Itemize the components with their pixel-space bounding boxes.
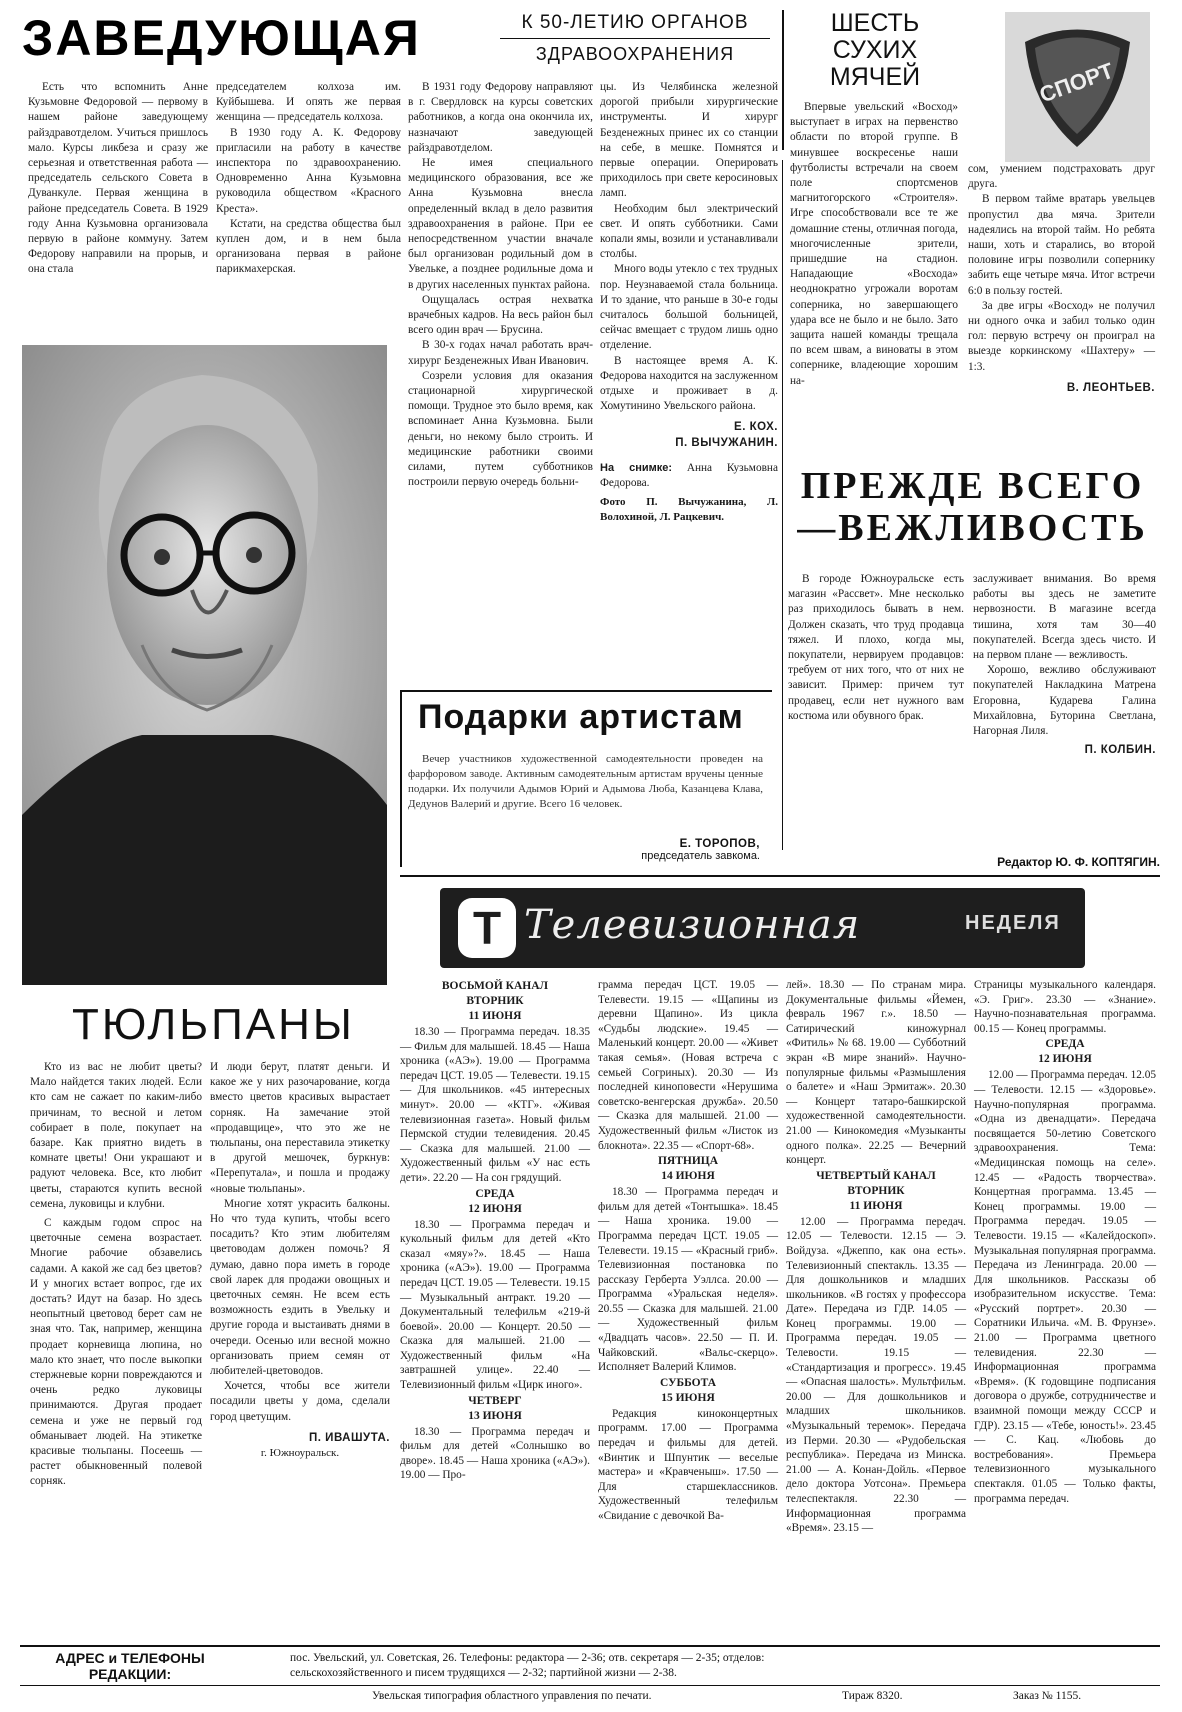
footer-address-label2: РЕДАКЦИИ: [88,1666,172,1682]
article-col1 [28,80,208,278]
footer-address-label [30,1650,230,1682]
politeness-col2-p2: Хорошо, вежливо обслуживают покупателей Накладкина Матрена Егоровна, Кударева Галина Михайловна, Буторина Светлана, Нагорная Лиля. [973,664,1156,738]
article-sign2: П. ВЫЧУЖАНИН. [675,436,778,449]
tv-col2-head4: 15 ИЮНЯ [661,1391,715,1404]
anniversary-underline [500,38,770,39]
tv-col4-text2: 12.00 — Программа передач. 12.05 — Телевости. 12.15 — «Здоровье». Научно-популярная программа. «Одна из двенадцати». Передача посвящается 50-летию Советского здравоохранения. Тема: «Медицинская помощь на селе». 12.45 — «Радость творчества». Концертная программа. 13.45 — Конец программы. 19.00 — Программа передач. 19.05 — Телевости. 19.15 — «Калейдоскоп». Музыкальная популярная программа. Передача из Ленинграда. 20.00 — Для школьников. Рассказы об изобразительном искусстве. Тема: «Русский портрет». 20.30 — Соратники Ильича. «М. В. Фрунзе». 21.00 — Программа цветного телевидения. 22.30 — Информационная программа «Время». (К годовщине подписания договора о дружбе, сотрудничестве и взаимной помощи между СССР и ГДР). 23.15 — «Тебе, юность!». 23.45 — С. Кац. «Любовь до востребования». Премьера телевизионного музыкального спектакля. 01.05 — Только факты, программа передач. [974,1069,1156,1505]
footer-address-line2: сельскохозяйственного и писем трудящихся — 2-32; партийной жизни — 2-38. [290,1667,677,1679]
tv-col2 [598,978,778,1524]
politeness-col2 [973,572,1156,758]
tv-col2-text1: грамма передач ЦСТ. 19.05 — Телевести. 19.15 — «Щапины из деревни Щапино». Из цикла «Судьбы людские». 19.45 — Маленький концерт. 20.00 — «Живет такая семья». (Новая встреча с семьей Согриных). 20.30 — Из последней киноповести «Нерушима советско-венгерская дружба». 20.50 — Сказка для малышей. 21.00 — Художественный фильм «Листок из блокнота». 22.35 — «Спорт-68». [598,979,778,1152]
gifts-sign-role: председатель завкома. [641,850,760,862]
gifts-text-body: Вечер участников художественной самодеятельности проведен на фарфоровом заводе. Активным самодеятельным артистам вручены ценные подарки. Их получили Адымов Юрий и Адымова Люба, Казанцева Клава, Дедунов Валерий и другие. Всего 16 человек. [408,753,763,810]
tv-col2-text3: Редакция киноконцертных программ. 17.00 — Программа передач и фильмы для детей. «Винтик и Шпунтик — веселые мастера» и «Кравченыш». 17.50 — Для старшеклассников. Художественный телефильм «Свидание с девочкой Ва- [598,1407,778,1522]
footer-address-label1: АДРЕС и ТЕЛЕФОНЫ [55,1650,205,1666]
article-col3-p3: Ощущалась острая нехватка врачебных кадров. На весь район был всего один врач — Брусина. [408,293,593,337]
tv-col2-text2: 18.30 — Программа передач и фильм для детей «Тонтышка». 18.45 — Наша хроника. 19.00 — Программа передач ЦСТ. 19.05 — Телевести. 19.15 — «Красный гриб». Телевизионная постановка по рассказу Герберта Уэллса. 20.00 — Программа «Уральская неделя». 20.55 — Сказка для малышей. 21.00 — Художественный фильм «Двадцать часов». 22.50 — П. И. Чайковский. «Вальс-скерцо». Исполняет Валерий Климов. [598,1186,778,1374]
footer-circulation: Тираж 8320. [842,1690,903,1702]
tv-banner [440,888,1085,968]
sport-col2 [968,162,1155,396]
tv-col1-text1: 18.30 — Программа передач. 18.35 — Фильм для малышей. 18.45 — Наша хроника («АЭ»). 19.00 — Программа передач ЦСТ. 19.05 — Телевести. 19.15 — Для школьников. «45 интересных минут». 20.00 — «КТГ». «Живая телевизионная газета». Новый фильм Пермской студии телевидения. 20.45 — Сказка для малышей. 21.00 — Художественный фильм «У нас есть дети». 22.20 — На сон грядущий. [400,1026,590,1184]
article-sign1: Е. КОХ. [734,421,778,434]
footer-address [290,1651,1150,1681]
editor-line: Редактор Ю. Ф. КОПТЯГИН. [997,855,1160,869]
tv-col4-head2: 12 ИЮНЯ [1038,1053,1092,1066]
tulips-sign: П. ИВАШУТА. [309,1431,390,1444]
article-col3-p4: В 30-х годах начал работать врач-хирург Безденежных Иван Иванович. [408,339,593,367]
politeness-sign: П. КОЛБИН. [1084,744,1156,757]
politeness-title-line2: —ВЕЖЛИВОСТЬ [797,507,1148,549]
politeness-title [795,465,1150,549]
tv-col1-head1: ВОСЬМОЙ КАНАЛ [441,980,549,992]
tv-col1-text3: 18.30 — Программа передач и фильм для детей «Солнышко во дворе». 18.45 — Наша хроника («АЭ»). 19.00 — Про- [400,1425,590,1482]
article-col2-p1: председателем колхоза им. Куйбышева. И опять же первая женщина — председатель колхоза. [216,81,401,124]
photo-credit: Фото П. Вычужанина, Л. Волохиной, Л. Рацкевич. [600,496,778,524]
sport-title [800,10,950,91]
photo-caption [600,461,778,491]
article-col3-p2: Не имея специального медицинского образования, все же Анна Кузьмовна внесла определенный вклад в дело развития здравоохранения в районе. При ее непосредственном участии вначале был организован родильный дом в Увельке, а позднее родильные дома и в других населенных пунктах района. [408,157,593,291]
tv-col3-head2: ВТОРНИК [847,1184,905,1197]
middle-divider [782,160,783,850]
tv-col2-head2: 14 ИЮНЯ [661,1170,715,1183]
tulips-col2-p3: Хочется, чтобы все жители посадили цветы у дома, сделали город цветущим. [210,1380,390,1423]
photo-caption-text: Анна Кузьмовна Федорова. [600,461,778,490]
gifts-sign [560,838,760,862]
tulips-col2-p2: Многие хотят украсить балконы. Но что туда купить, чтобы всего посадить? Кто этим любителям цветоводам должен помочь? Я думаю, давно пора иметь в городе свой ларек для продажи овощных и цветочных семян. Не всем есть возможность ездить в Увельку и другие города и выстаивать днями в очереди. Осенью или весной можно организовать прием семян от любителей-цветоводов. [210,1197,390,1378]
politeness-title-line1: ПРЕЖДЕ ВСЕГО [800,465,1145,507]
politeness-col1-p1: В городе Южноуральске есть магазин «Рассвет». Мне несколько раз приходилось бывать в нем. Должен сказать, что труд продавца тяжел. И плохо, когда мы, покупатели, нервируем продавцов: требуем от них того, что от них не зависит. Пример: причем тут продавец, если нет нужного вам костюма или обувного брак. [788,573,964,722]
article-col3-p5: Созрели условия для оказания стационарной хирургической помощи. Трудное это было время, как вспоминает Анна Кузьмовна. Были деньги, но некому было строить. И медицинские работники своими силами, путем субботников построили первую очередь больни- [408,369,593,489]
tulips-col1-p2: С каждым годом спрос на цветочные семена возрастает. Многие рабочие обзавелись садами. А какой же сад без цветов? И у многих встает вопрос, где их достать? Идут на базар. Но здесь неопытный цветовод берет сам не зная что. Так, например, женщина продает корневища люпина, но мало кто знает, что после выкопки стержневые корни повреждаются и очень редко луковицы принимаются. Другая продает семена и уже не первый год обманывает людей. На этикетке красивые тюльпаны. Посеешь — растет обыкновенный полевой сорняк. [30,1217,202,1488]
article-col2 [216,80,401,278]
svg-text:СПОРТ: СПОРТ [1036,57,1117,108]
footer-top-rule [20,1645,1160,1647]
tv-col2-head3: СУББОТА [659,1376,717,1389]
tulips-title: ТЮЛЬПАНЫ [72,1000,355,1049]
sport-logo-icon [1005,12,1150,162]
tv-banner-title: Телевизионная [524,902,861,948]
tulips-sign-place: г. Южноуральск. [260,1447,340,1460]
tv-top-rule [400,875,1160,877]
tv-banner-letter-box [458,898,516,958]
tv-col4-head1: СРЕДА [1045,1038,1085,1051]
tv-col1-head4: СРЕДА [475,1187,515,1200]
tv-col3 [786,978,966,1536]
article-col4-p4: В настоящее время А. К. Федорова находится на заслуженном отдыхе и проживает в д. Хомутинино Увельского района. [600,354,778,413]
article-col4 [600,80,778,526]
anniversary-line1: К 50-ЛЕТИЮ ОРГАНОВ [521,12,749,33]
sport-sign: В. ЛЕОНТЬЕВ. [1066,381,1155,394]
header-divider [782,10,784,150]
gifts-title: Подарки артистам [418,698,744,736]
tv-col1-head2: ВТОРНИК [466,995,524,1007]
footer-order: Заказ № 1155. [1013,1690,1082,1702]
tv-col1 [400,978,590,1483]
sport-col1-text: Впервые увельский «Восход» выступает в играх на первенство области по второй группе. В минувшее воскресенье наши футболисты встречали на своем поле спортсменов магнитогорского «Строителя». Игре способствовали все те же домашние стены, отличная погода, многочисленные зрители, пришедшие на стадион. Нападающие «Восхода» неоднократно угрожали воротам соперника, но завершающего удара все не было и не было. Зато защита нашей команды трещала по всем швам, а виноваты в этом сопернике, владеющие хорошим на- [790,101,958,387]
article-col4-p1: цы. Из Челябинска железной дорогой прибыли хирургические инструменты. И хирург Безденежных принес их со станции на себе, в мешке. Помнятся и первые операции. Оперировать приходилось при свете керосиновых ламп. [600,81,778,200]
politeness-col2-p1: заслуживает внимания. Во время работы вы здесь не заметите нервозности. В магазине всегда тишина, хотя там 30—40 покупателей. Всегда здесь чисто. И на первом плане — вежливость. [973,573,1156,662]
tv-col1-head5: 12 ИЮНЯ [468,1202,522,1215]
article-col3 [408,80,593,490]
article-col1-text: Есть что вспомнить Анне Кузьмовне Федоровой — первому в нашем районе заведующему райздравотделом. Учиться пришлось мало. Курсы ликбеза и сразу же серьезная и ответственная работа — председатель сельского Совета в Дуванкуле. Первая женщина в районе председатель Совета. В 1929 году Анна Кузьмовна организовала первую в районе коммуну. Затем Федорову направили на прорыв, и она стала [28,81,208,276]
tv-col3-text2: 12.00 — Программа передач. 12.05 — Телевости. 12.15 — Э. Войдуза. «Джеппо, как она есть». Телевизионный спектакль. 13.35 — Для дошкольников и младших школьников. «В гостях у профессора Дате». Передача из ГДР. 14.05 — Конец программы. 19.00 — Программа передач. 19.05 — Телевости. 19.15 — «Стандартизация и прогресс». 19.45 — «Опасная шалость». Мультфильм. 20.00 — Для дошкольников и младших школьников. «Музыкальный теремок». Передача из Перми. 20.30 — «Рудобельская республика». Передача из Минска. 21.00 — А. Конан-Дойль. «Первое дело доктора Уотсона». Премьера телеспектакля. 22.30 — Информационная программа «Время». 23.15 — [786,1215,966,1535]
portrait-photo [22,345,387,985]
tv-col3-head3: 11 ИЮНЯ [849,1199,903,1212]
tv-banner-letter: Т [472,902,502,954]
article-col3-p1: В 1931 году Федорову направляют в г. Свердловск на курсы советских работников, а когда она окончила их, назначают заведующей райздравотделом. [408,81,593,154]
main-title: ЗАВЕДУЮЩАЯ [22,10,421,66]
tulips-col2 [210,1060,390,1461]
tv-banner-sub: НЕДЕЛЯ [965,912,1061,934]
photo-caption-label: На снимке: [600,461,673,474]
tv-col1-head7: 13 ИЮНЯ [468,1409,522,1422]
sport-title-line2: СУХИХ [832,36,918,64]
sport-col2-p3: За две игры «Восход» не получил ни одного очка и забил только один гол: первую встречу он проиграл на выезде коркинскому «Шахтеру» — 1:3. [968,299,1155,373]
gifts-sign-name: Е. ТОРОПОВ, [679,838,760,850]
tv-col3-head1: ЧЕТВЕРТЫЙ КАНАЛ [816,1169,936,1182]
tulips-col1-p1: Кто из вас не любит цветы? Мало найдется таких людей. Если кто сам не сажает по каким-либо причинам, то весной и летом собирает в поле, покупает на базаре. Как приятно видеть в комнате цветы! Они украшают и радуют человека. Все, кто любит цветы, стараются купить весной семена, луковицы и клубни. [30,1061,202,1210]
tulips-col1 [30,1060,202,1490]
gifts-text [408,752,763,812]
article-col2-p2: В 1930 году А. К. Федорову пригласили на работу в качестве инспектора по здравоохранению. Одновременно Анна Кузьмовна руководила обществом «Красного Креста». [216,126,401,215]
sport-logo [1005,12,1150,162]
article-col2-p3: Кстати, на средства общества был куплен дом, и в нем была организована первая в районе парикмахерская. [216,217,401,276]
footer-mid-rule [20,1685,1160,1686]
tv-col2-head1: ПЯТНИЦА [657,1155,719,1168]
sport-col2-p1: сом, умением подстраховать друг друга. [968,163,1155,191]
portrait-image [22,345,387,985]
tv-col4-text1: Страницы музыкального календаря. «Э. Григ». 23.30 — «Знание». Научно-познавательная программа. 00.15 — Конец программы. [974,979,1156,1035]
tv-col3-text1: лей». 18.30 — По странам мира. Документальные фильмы «Йемен, февраль 1967 г.». 18.50 — Сатирический киножурнал «Фитиль» № 68. 19.00 — Субботний экран «В мире знаний». Научно-популярные фильмы «Размышления о балете» и «Наш Эрмитаж». 20.30 — Концерт татаро-башкирской художественной самодеятельности. 21.00 — Кинокомедия «Музыканты одного полка». 22.25 — Вечерний концерт. [786,979,966,1167]
tv-col1-head6: ЧЕТВЕРГ [468,1394,522,1407]
footer-printer: Увельская типография областного управления по печати. [372,1690,652,1702]
tv-col1-text2: 18.30 — Программа передач и кукольный фильм для детей «Кто сказал «мяу»?». 18.45 — Наша хроника («АЭ»). 19.00 — Программа передач ЦСТ. 19.05 — Телевести. 19.15 — Музыкальный антракт. 19.20 — Документальный телефильм «219-й боевой». 20.00 — Концерт. 20.50 — Сказка для малышей. 21.00 — Художественный фильм «На завтрашней улице». 22.40 — Телевизионный фильм «Цирк иного». [400,1218,590,1392]
anniversary-line2: ЗДРАВООХРАНЕНИЯ [535,44,735,64]
article-col4-p2: Необходим был электрический свет. И опять субботники. Сами копали ямы, возили и устанавливали столбы. [600,202,778,261]
tv-col1-head3: 11 ИЮНЯ [468,1010,522,1022]
sport-title-line1: ШЕСТЬ [830,9,920,37]
sport-title-line3: МЯЧЕЙ [829,63,921,91]
sport-col1 [790,100,958,389]
tulips-col2-p1: И люди берут, платят деньги. И какое же у них разочарование, когда вместо цветов красивых вырастает сорняк. На замечание этой «продавщице», что это же не тюльпаны, она переставила этикетку в другой мешочек, буркнув: «Перепутала», и пошла и продажу «новые тюльпаны». [210,1061,390,1195]
footer-address-line1: пос. Увельский, ул. Советская, 26. Телефоны: редактора — 2-36; отв. секретаря — 2-35; отделов: [290,1652,765,1664]
tv-col4 [974,978,1156,1506]
sport-col2-p2: В первом тайме вратарь увельцев пропустил два мяча. Зрители надеялись на второй тайм. Но ребята наши, хоть и старались, во второй половине игры позволили сопернику забить еще четыре мяча. Итог встречи 6:0 в пользу гостей. [968,193,1155,297]
politeness-col1 [788,572,964,724]
article-col4-p3: Много воды утекло с тех трудных пор. Неузнаваемой стала больница. И то здание, что раньше в 30-е годы считалось большой больницей, сейчас вмещает с трудом лишь одно отделение. [600,263,778,352]
